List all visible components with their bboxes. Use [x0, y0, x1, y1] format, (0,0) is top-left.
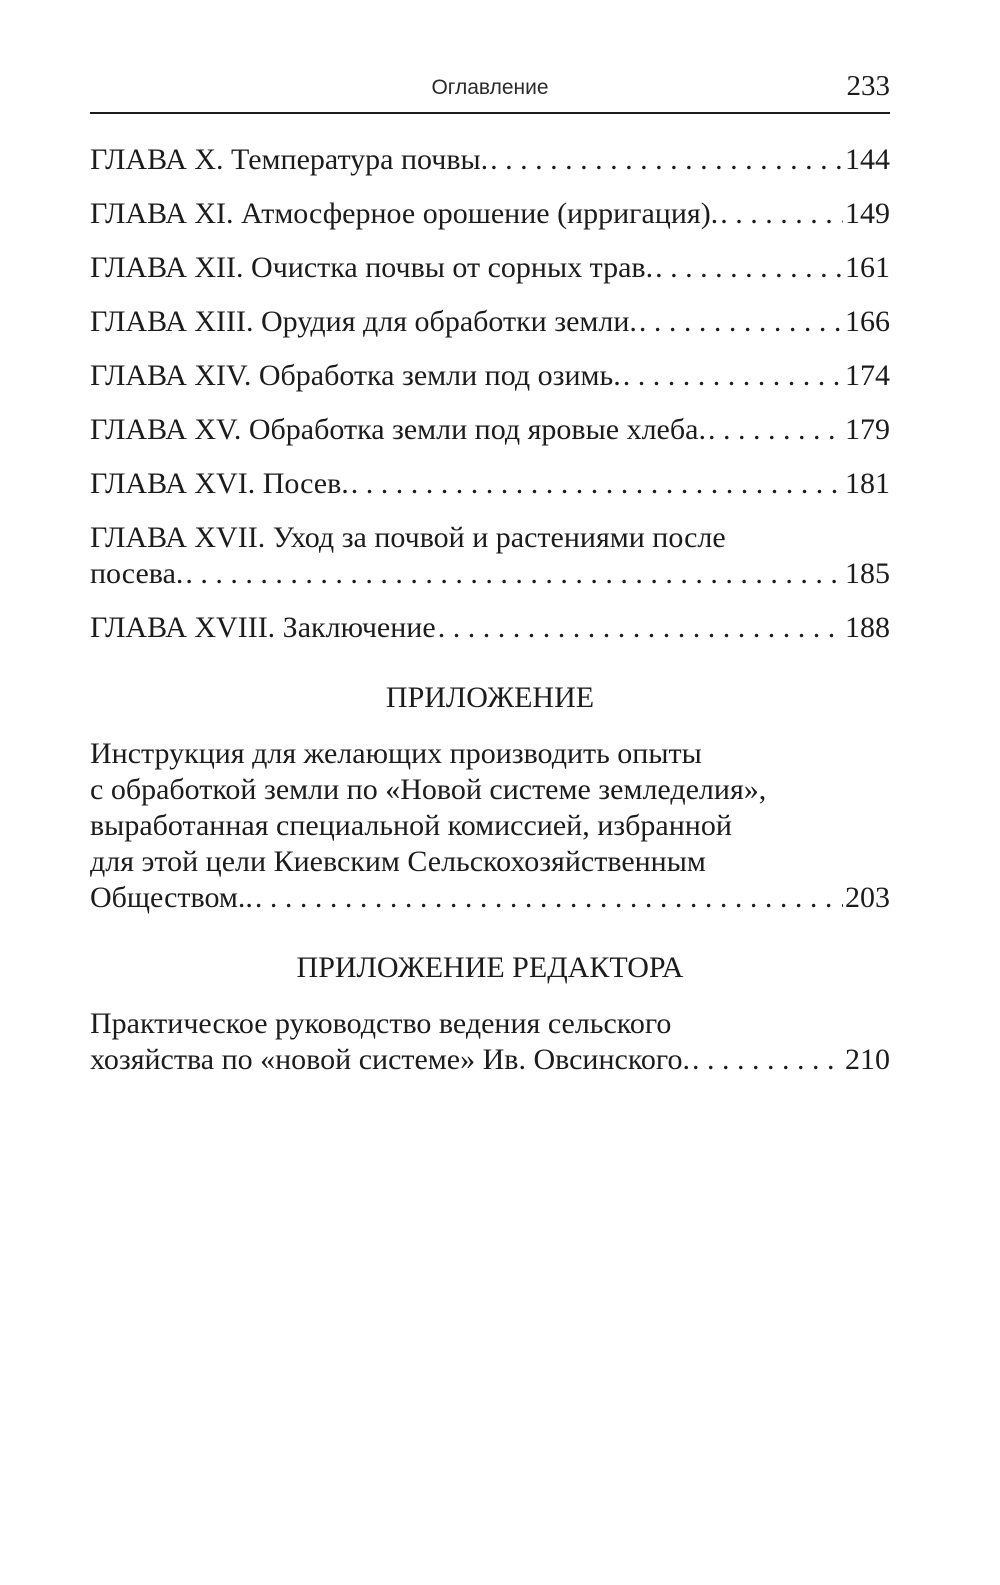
entry-last-line [90, 304, 890, 340]
entry-page-number: 210 [845, 1043, 890, 1076]
entry-last-line [90, 196, 890, 232]
toc-entry [90, 250, 890, 286]
toc-entry [90, 520, 890, 592]
entry-last-line [90, 466, 890, 502]
entry-page-number: 166 [845, 305, 890, 338]
entry-title: ГЛАВА XIII. Орудия для обработки земли. [90, 305, 637, 338]
entry-title-line: Практическое руководство ведения сельского [90, 1007, 672, 1040]
dot-leader [639, 304, 843, 340]
entry-title: Обществом.. [90, 881, 253, 914]
entry-page-number: 144 [845, 143, 890, 176]
appendix-heading: ПРИЛОЖЕНИЕ [385, 681, 595, 714]
dot-leader [438, 610, 843, 646]
entry-title: ГЛАВА XVI. Посев. [90, 467, 349, 500]
table-of-contents [90, 142, 890, 1096]
entry-title: хозяйства по «новой системе» Ив. Овсинского. [90, 1043, 690, 1076]
header-page-number: 233 [846, 70, 890, 102]
toc-entry [90, 196, 890, 232]
dot-leader [655, 250, 843, 286]
entry-last-line [90, 142, 890, 178]
entry-last-line [90, 412, 890, 448]
entry-page-number: 174 [845, 359, 890, 392]
entry-last-line [90, 880, 890, 916]
entry-title-line: Инструкция для желающих производить опыты [90, 737, 702, 770]
header-title: Оглавление [431, 76, 549, 99]
entry-last-line [90, 358, 890, 394]
entry-page-number: 188 [845, 611, 890, 644]
entry-last-line [90, 1042, 890, 1078]
entry-title-line: ГЛАВА XVII. Уход за почвой и растениями после [90, 521, 726, 554]
entry-page-number: 179 [845, 413, 890, 446]
entry-page-number: 161 [845, 251, 890, 284]
entry-title: посева. [90, 557, 184, 590]
editor-appendix-heading: ПРИЛОЖЕНИЕ РЕДАКТОРА [296, 951, 684, 984]
dot-leader [490, 142, 843, 178]
entry-page-number: 149 [845, 197, 890, 230]
entry-title: ГЛАВА X. Температура почвы. [90, 143, 489, 176]
toc-entry [90, 412, 890, 448]
appendix-entry [90, 736, 890, 916]
dot-leader [255, 880, 843, 916]
entry-last-line [90, 610, 890, 646]
entry-last-line [90, 250, 890, 286]
entry-page-number: 181 [845, 467, 890, 500]
running-header [90, 70, 890, 114]
dot-leader [623, 358, 843, 394]
toc-entry [90, 610, 890, 646]
entry-title: ГЛАВА XII. Очистка почвы от сорных трав. [90, 251, 654, 284]
toc-entry [90, 304, 890, 340]
entry-title: ГЛАВА XIV. Обработка земли под озимь. [90, 359, 621, 392]
dot-leader [351, 466, 843, 502]
entry-last-line [90, 556, 890, 592]
dot-leader [185, 556, 843, 592]
dot-leader [708, 412, 843, 448]
toc-entry [90, 142, 890, 178]
entry-page-number: 203 [845, 881, 890, 914]
entry-page-number: 185 [845, 557, 890, 590]
editor-appendix-entry [90, 1006, 890, 1078]
toc-entry [90, 466, 890, 502]
entry-title-line: для этой цели Киевским Сельскохозяйственным [90, 845, 706, 878]
toc-entry [90, 358, 890, 394]
entry-title-line: с обработкой земли по «Новой системе земледелия», [90, 773, 767, 806]
chapter-list [90, 142, 890, 646]
dot-leader [692, 1042, 843, 1078]
entry-title: ГЛАВА XVIII. Заключение [90, 611, 436, 644]
entry-title: ГЛАВА XV. Обработка земли под яровые хлеба. [90, 413, 706, 446]
entry-title: ГЛАВА XI. Атмосферное орошение (ирригация). [90, 197, 719, 230]
dot-leader [720, 196, 843, 232]
entry-title-line: выработанная специальной комиссией, избранной [90, 809, 732, 842]
